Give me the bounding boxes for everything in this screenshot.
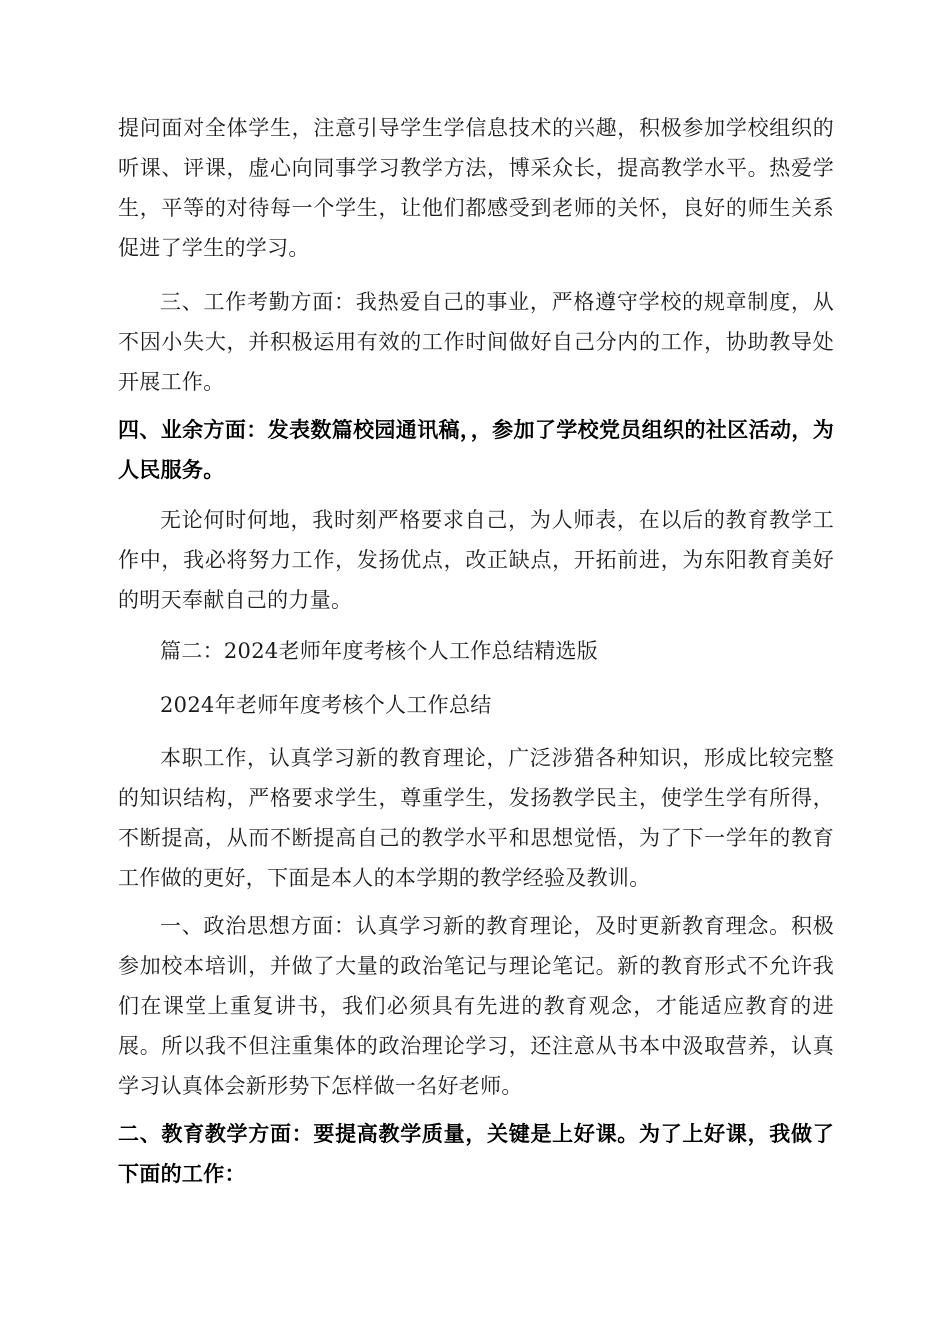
paragraph-intro: 本职工作，认真学习新的教育理论，广泛涉猎各种知识，形成比较完整的知识结构，严格要求学生，尊重学生，发扬教学民主，使学生学有所得，不断提高，从而不断提高自己的教学水平和思想觉悟，为了下一学年的教育工作做的更好，下面是本人的本学期的教学经验及教训。 bbox=[118, 746, 834, 890]
paragraph-continuation: 提问面对全体学生，注意引导学生学信息技术的兴趣，积极参加学校组织的听课、评课，虚心向同事学习教学方法，博采众长，提高教学水平。热爱学生，平等的对待每一个学生，让他们都感受到老师的关怀，良好的师生关系促进了学生的学习。 bbox=[118, 116, 834, 260]
paragraph-spare-time-heading: 四、业余方面：发表数篇校园通讯稿，，参加了学校党员组织的社区活动，为人民服务。 bbox=[118, 418, 834, 482]
paragraph-teaching-heading: 二、教育教学方面：要提高教学质量，关键是上好课。为了上好课，我做了下面的工作： bbox=[118, 1122, 834, 1186]
paragraph-conclusion: 无论何时何地，我时刻严格要求自己，为人师表，在以后的教育教学工作中，我必将努力工作，发扬优点，改正缺点，开拓前进，为东阳教育美好的明天奉献自己的力量。 bbox=[118, 508, 834, 612]
paragraph-political: 一、政治思想方面：认真学习新的教育理论，及时更新教育理念。积极参加校本培训，并做了大量的政治笔记与理论笔记。新的教育形式不允许我们在课堂上重复讲书，我们必须具有先进的教育观念，才能适应教育的进展。所以我不但注重集体的政治理论学习，还注意从书本中汲取营养，认真学习认真体会新形势下怎样做一名好老师。 bbox=[118, 914, 834, 1098]
document-subtitle: 2024年老师年度考核个人工作总结 bbox=[160, 693, 492, 717]
paragraph-attendance: 三、工作考勤方面：我热爱自己的事业，严格遵守学校的规章制度，从不因小失大，并积极运用有效的工作时间做好自己分内的工作，协助教导处开展工作。 bbox=[118, 290, 834, 394]
section-title-part-two: 篇二：2024老师年度考核个人工作总结精选版 bbox=[160, 639, 599, 663]
